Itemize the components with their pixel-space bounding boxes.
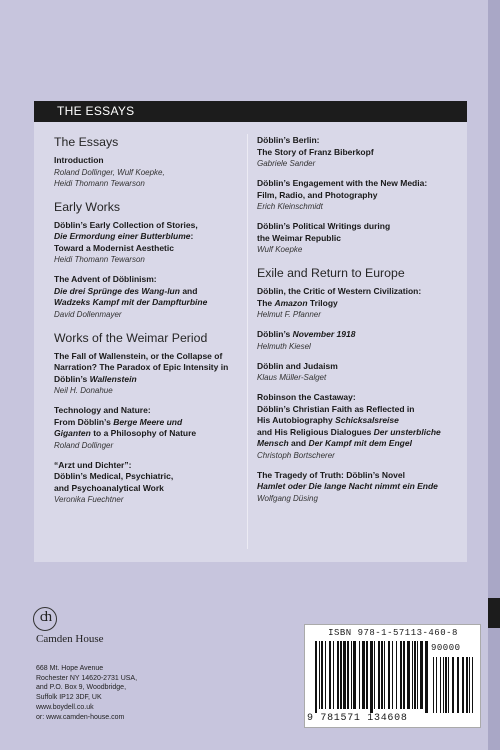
essay-author: Helmuth Kiesel bbox=[257, 341, 311, 351]
essay-entry bbox=[54, 220, 264, 266]
essay-title: Döblin and Judaism bbox=[257, 360, 338, 371]
spine-mark bbox=[488, 598, 500, 628]
essay-title: The Fall of Wallenstein, or the Collapse of Narration? The Paradox of Epic Intensity in Döblin’s Wallenstein bbox=[54, 350, 229, 384]
essay-author: Gabriele Sander bbox=[257, 159, 316, 168]
essay-title: Döblin’s Engagement with the New Media: Film, Radio, and Photography bbox=[257, 178, 428, 200]
essay-title: The Advent of Döblinism: Die drei Sprünge des Wang-lun and Wadzeks Kampf mit der Dampfturbine bbox=[54, 274, 208, 307]
contents-panel bbox=[34, 101, 467, 562]
address-line: and P.O. Box 9, Woodbridge, bbox=[36, 684, 127, 692]
ean-digits: 9 781571 134608 bbox=[307, 713, 408, 724]
essay-title: Döblin’s November 1918 bbox=[257, 329, 356, 339]
essay-author: Heidi Thomann Tewarson bbox=[54, 255, 145, 264]
address-line: or: www.camden-house.com bbox=[36, 713, 125, 721]
essay-author: Erich Kleinschmidt bbox=[257, 202, 323, 211]
essay-title: Döblin’s Political Writings during the Weimar Republic bbox=[257, 221, 391, 243]
right-column bbox=[257, 135, 462, 513]
publisher-name: Camden House bbox=[36, 633, 104, 645]
essay-author: Klaus Müller-Salget bbox=[257, 373, 327, 382]
isbn-barcode bbox=[304, 624, 481, 728]
essay-title: The Tragedy of Truth: Döblin’s Novel Hamlet oder Die lange Nacht nimmt ein Ende bbox=[257, 469, 438, 491]
essay-author: Roland Dollinger bbox=[54, 440, 114, 450]
essay-entry bbox=[54, 155, 264, 189]
essay-entry bbox=[54, 351, 264, 397]
essay-entry bbox=[54, 460, 264, 506]
addon-digits: 90000 bbox=[431, 643, 461, 653]
essay-entry bbox=[257, 329, 462, 352]
essay-title: Technology and Nature: From Döblin’s Berge Meere und Giganten to a Philosophy of Nature bbox=[54, 405, 197, 438]
essay-title: “Arzt und Dichter”: Döblin’s Medical, Psychiatric, and Psychoanalytical Work bbox=[54, 459, 174, 493]
essay-author: Wulf Koepke bbox=[257, 245, 303, 254]
spine-stripe bbox=[488, 0, 500, 750]
essay-entry bbox=[54, 274, 264, 320]
essay-title: Döblin, the Critic of Western Civilization: The Amazon Trilogy bbox=[257, 286, 422, 308]
isbn-label: ISBN 978-1-57113-460-8 bbox=[328, 628, 458, 638]
section-title: Exile and Return to Europe bbox=[257, 266, 405, 280]
essay-entry bbox=[257, 135, 462, 169]
essay-author: Christoph Bortscherer bbox=[257, 450, 335, 460]
essay-author: Wolfgang Düsing bbox=[257, 493, 318, 503]
section-title: The Essays bbox=[54, 135, 119, 149]
essay-entry bbox=[257, 392, 462, 461]
essay-entry bbox=[257, 470, 462, 504]
essay-author: Helmut F. Pfanner bbox=[257, 310, 321, 319]
essay-entry bbox=[257, 221, 462, 255]
section-title: Early Works bbox=[54, 199, 121, 214]
essay-title: Döblin’s Early Collection of Stories, Die Ermordung einer Butterblume: Toward a Modernist Aesthetic bbox=[54, 219, 198, 253]
essay-title: Robinson the Castaway: Döblin’s Christian Faith as Reflected in His Autobiography Schicksalsreise and His Religious Dialogues Der unsterbliche Mensch and Der Kampf mit dem Engel bbox=[257, 392, 441, 448]
publisher-address bbox=[36, 664, 137, 722]
essay-title: Introduction bbox=[54, 155, 104, 165]
essay-author: Neil H. Donahue bbox=[54, 386, 113, 395]
essay-author: Roland Dollinger, Wulf Koepke, bbox=[54, 167, 165, 177]
essay-entry bbox=[257, 178, 462, 212]
address-line: 668 Mt. Hope Avenue bbox=[36, 665, 104, 672]
essay-entry bbox=[257, 286, 462, 320]
panel-header: THE ESSAYS bbox=[34, 101, 467, 122]
left-column bbox=[54, 135, 264, 514]
essay-author: Heidi Thomann Tewarson bbox=[54, 178, 145, 188]
address-line: www.boydell.co.uk bbox=[36, 703, 94, 711]
essay-entry bbox=[257, 361, 462, 384]
address-line: Rochester NY 14620-2731 USA, bbox=[36, 674, 138, 682]
essay-entry bbox=[54, 405, 264, 451]
essay-author: Veronika Fuechtner bbox=[54, 495, 124, 504]
address-line: Suffolk IP12 3DF, UK bbox=[36, 694, 102, 702]
essay-title: Döblin’s Berlin: The Story of Franz Biberkopf bbox=[257, 135, 374, 157]
logo-letters: ch bbox=[39, 609, 51, 625]
essay-author: David Dollenmayer bbox=[54, 309, 122, 319]
section-title: Works of the Weimar Period bbox=[54, 330, 208, 345]
